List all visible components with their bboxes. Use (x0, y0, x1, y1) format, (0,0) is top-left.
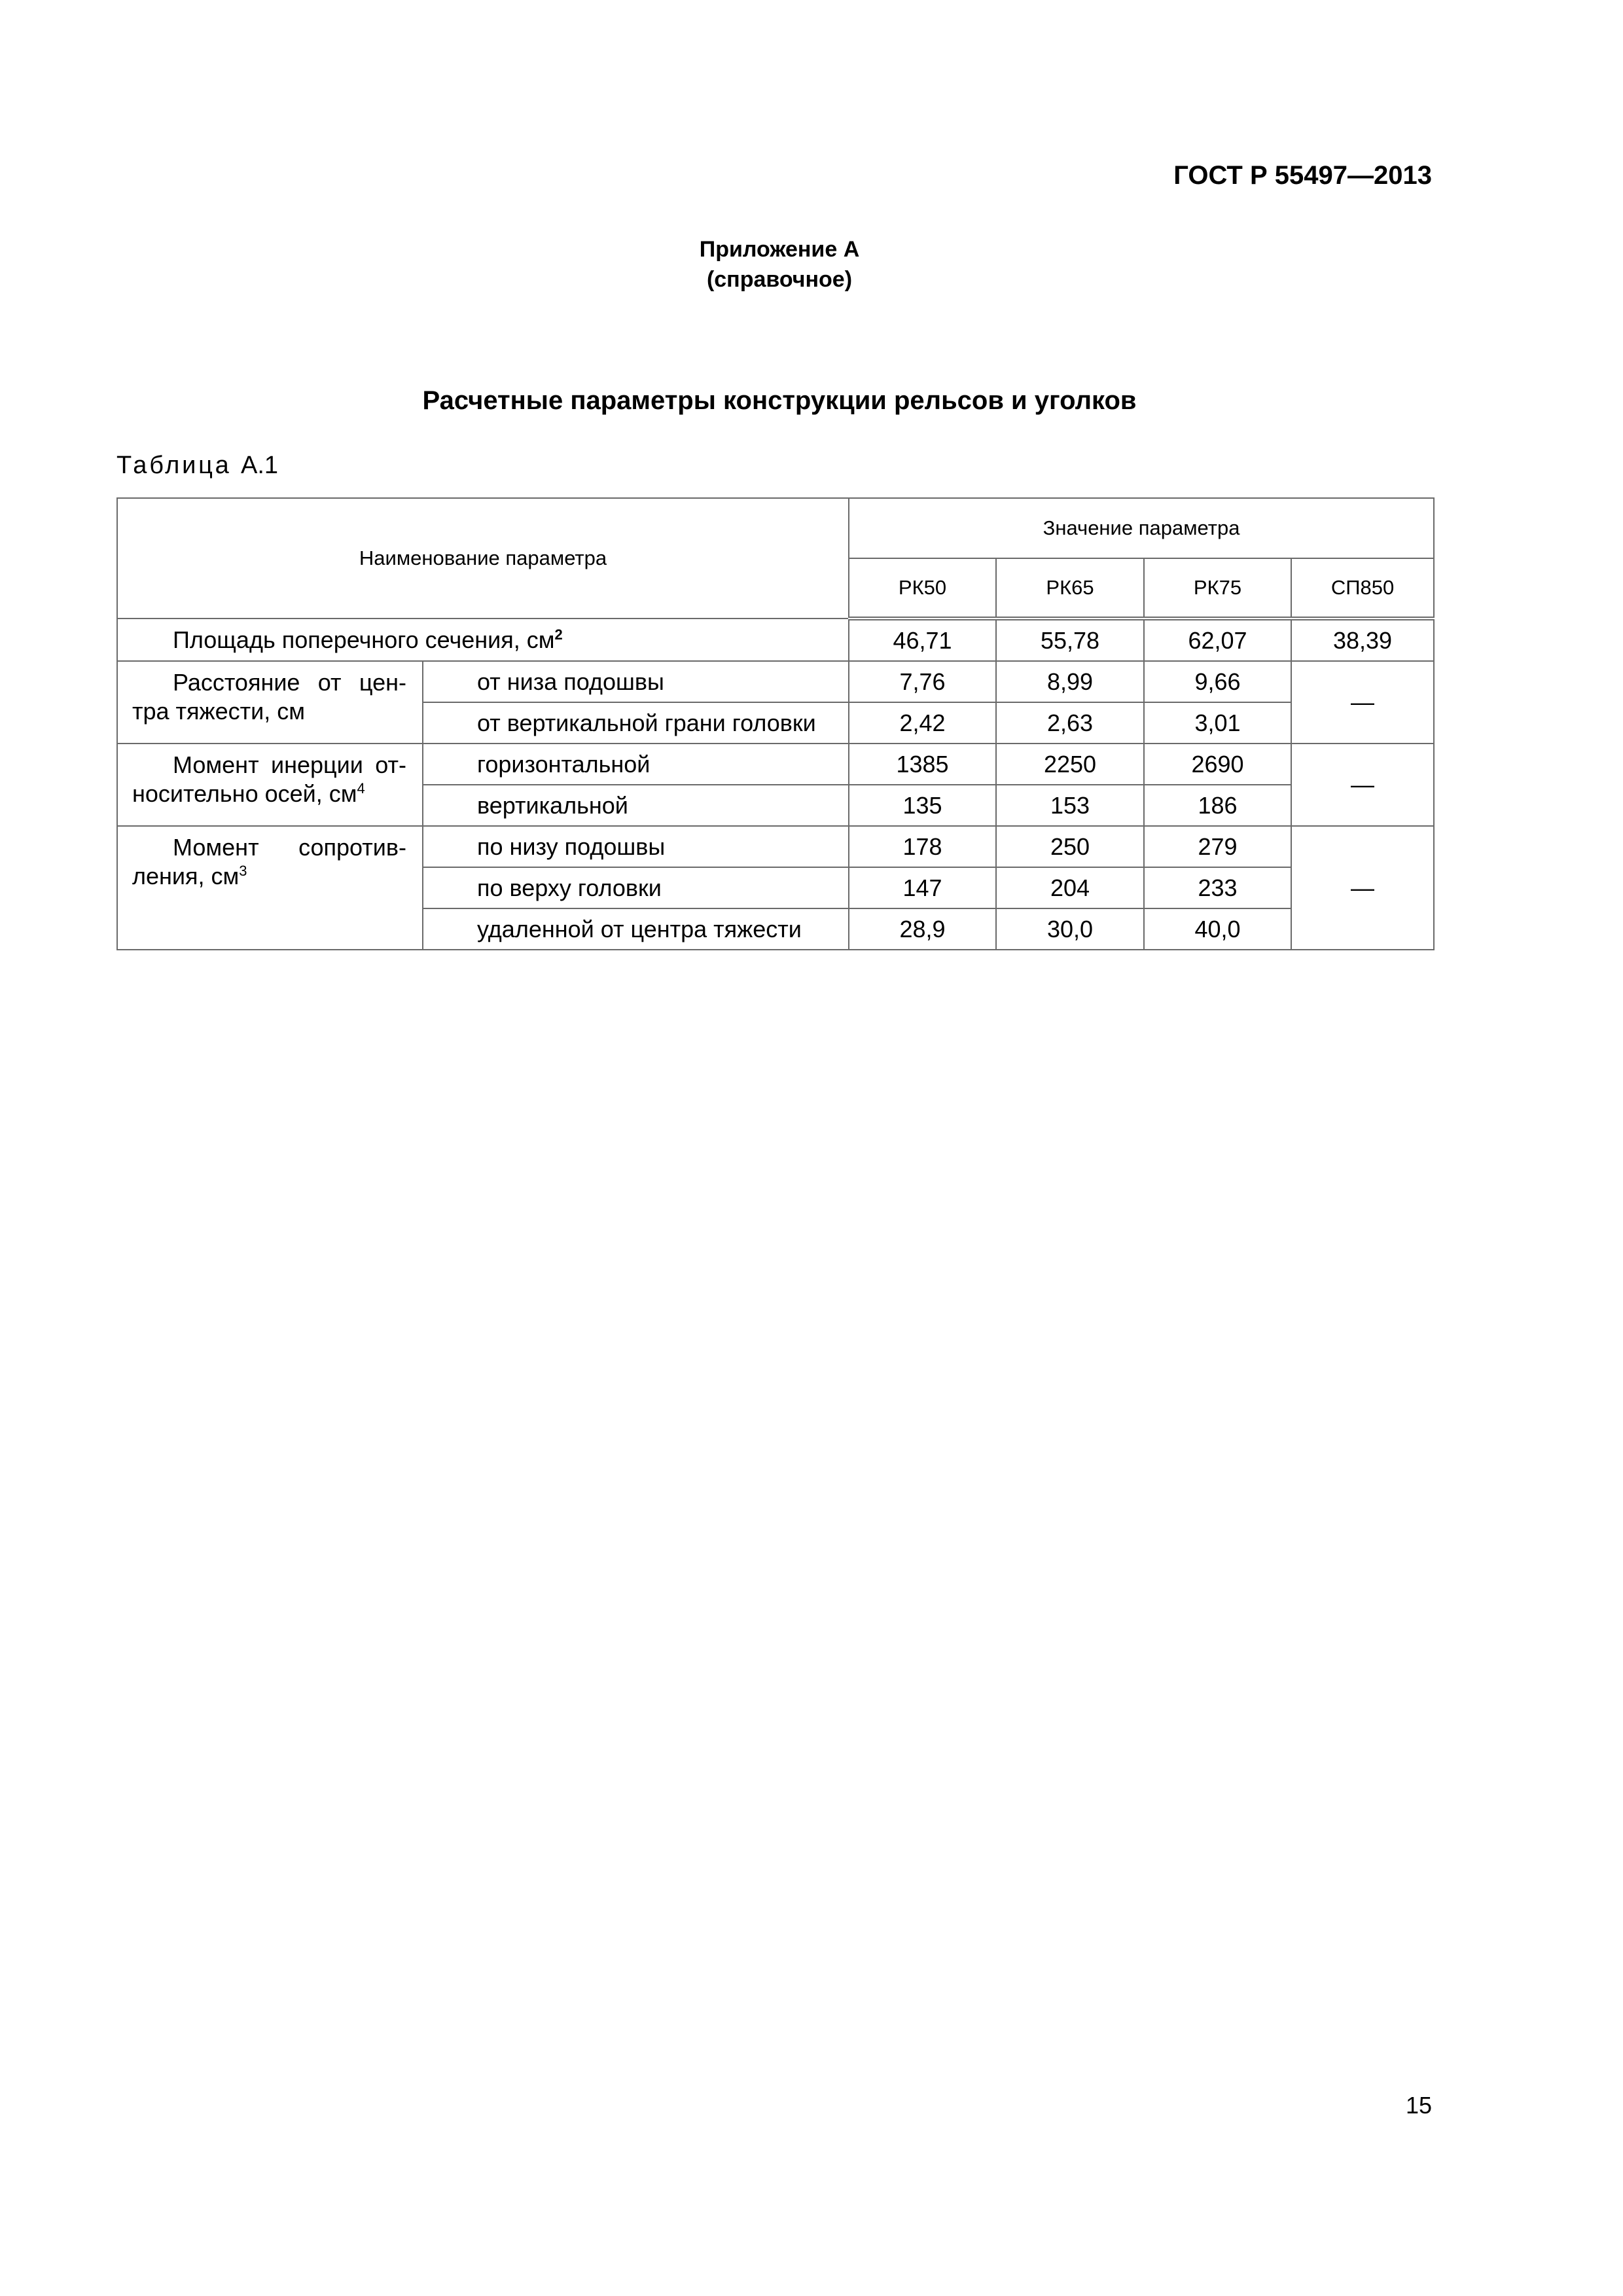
group-label-text: носительно осей, см (132, 780, 357, 807)
group-label-resistance (117, 826, 423, 950)
standard-code: ГОСТ Р 55497—2013 (1173, 161, 1432, 190)
header-parameter-name: Наименование параметра (117, 498, 849, 619)
sub-parameter: горизонтальной (423, 744, 849, 785)
table-cell: 147 (849, 867, 996, 908)
table-cell: 279 (1144, 826, 1291, 867)
appendix-title: Приложение А (699, 237, 860, 262)
area-label-sup: 2 (554, 626, 563, 643)
table-cell: 55,78 (996, 619, 1144, 661)
table-header-row (117, 498, 1434, 558)
group-label-line: Момент сопротив- (173, 834, 406, 861)
table-cell: 2690 (1144, 744, 1291, 785)
dash-cell: — (1291, 744, 1434, 826)
table-cell: 135 (849, 785, 996, 826)
table-cell: 9,66 (1144, 661, 1291, 702)
group-label-distance (117, 661, 423, 744)
dash-cell: — (1291, 826, 1434, 950)
table-cell: 250 (996, 826, 1144, 867)
header-col-rk75: РК75 (1144, 558, 1291, 619)
group-label-sup: 4 (357, 780, 365, 797)
group-label-text: ления, см (132, 863, 240, 889)
table-cell: 38,39 (1291, 619, 1434, 661)
table-cell: 28,9 (849, 908, 996, 950)
sub-parameter: вертикальной (423, 785, 849, 826)
sub-parameter: от низа подошвы (423, 661, 849, 702)
table-cell: 178 (849, 826, 996, 867)
table-caption (116, 452, 278, 480)
area-label (117, 619, 849, 661)
appendix-heading (0, 234, 1559, 295)
table-cell: 62,07 (1144, 619, 1291, 661)
table-cell: 233 (1144, 867, 1291, 908)
group-label-line (132, 697, 406, 726)
table-cell: 40,0 (1144, 908, 1291, 950)
table-cell: 204 (996, 867, 1144, 908)
table-cell: 2,42 (849, 702, 996, 744)
area-label-text: Площадь поперечного сечения, см (173, 626, 555, 653)
group-label-line: Расстояние от цен- (173, 669, 406, 696)
table-row (117, 661, 1434, 702)
document-title: Расчетные параметры конструкции рельсов и уголков (422, 386, 1137, 415)
parameters-table (116, 497, 1435, 950)
table-cell: 8,99 (996, 661, 1144, 702)
table-cell: 7,76 (849, 661, 996, 702)
group-label-line (132, 862, 406, 891)
table-cell: 2,63 (996, 702, 1144, 744)
group-label-line (132, 780, 406, 808)
table-cell: 30,0 (996, 908, 1144, 950)
table-row (117, 619, 1434, 661)
table-cell: 2250 (996, 744, 1144, 785)
sub-parameter: удаленной от центра тяжести (423, 908, 849, 950)
sub-parameter: от вертикальной грани головки (423, 702, 849, 744)
table-cell: 1385 (849, 744, 996, 785)
dash-cell: — (1291, 661, 1434, 744)
table-cell: 3,01 (1144, 702, 1291, 744)
header-col-rk50: РК50 (849, 558, 996, 619)
table-row (117, 826, 1434, 867)
table-cell: 186 (1144, 785, 1291, 826)
table-caption-word: Таблица (116, 452, 232, 479)
appendix-subtitle: (справочное) (706, 267, 853, 292)
table-cell: 153 (996, 785, 1144, 826)
header-col-rk65: РК65 (996, 558, 1144, 619)
header-parameter-value: Значение параметра (849, 498, 1434, 558)
page-number: 15 (1405, 2092, 1432, 2119)
table-cell: 46,71 (849, 619, 996, 661)
group-label-text: тра тяжести, см (132, 698, 305, 725)
group-label-inertia (117, 744, 423, 826)
table-caption-number: А.1 (240, 452, 279, 479)
sub-parameter: по верху головки (423, 867, 849, 908)
group-label-sup: 3 (239, 863, 247, 879)
sub-parameter: по низу подошвы (423, 826, 849, 867)
header-col-sp850: СП850 (1291, 558, 1434, 619)
group-label-line: Момент инерции от- (173, 751, 406, 778)
table-row (117, 744, 1434, 785)
